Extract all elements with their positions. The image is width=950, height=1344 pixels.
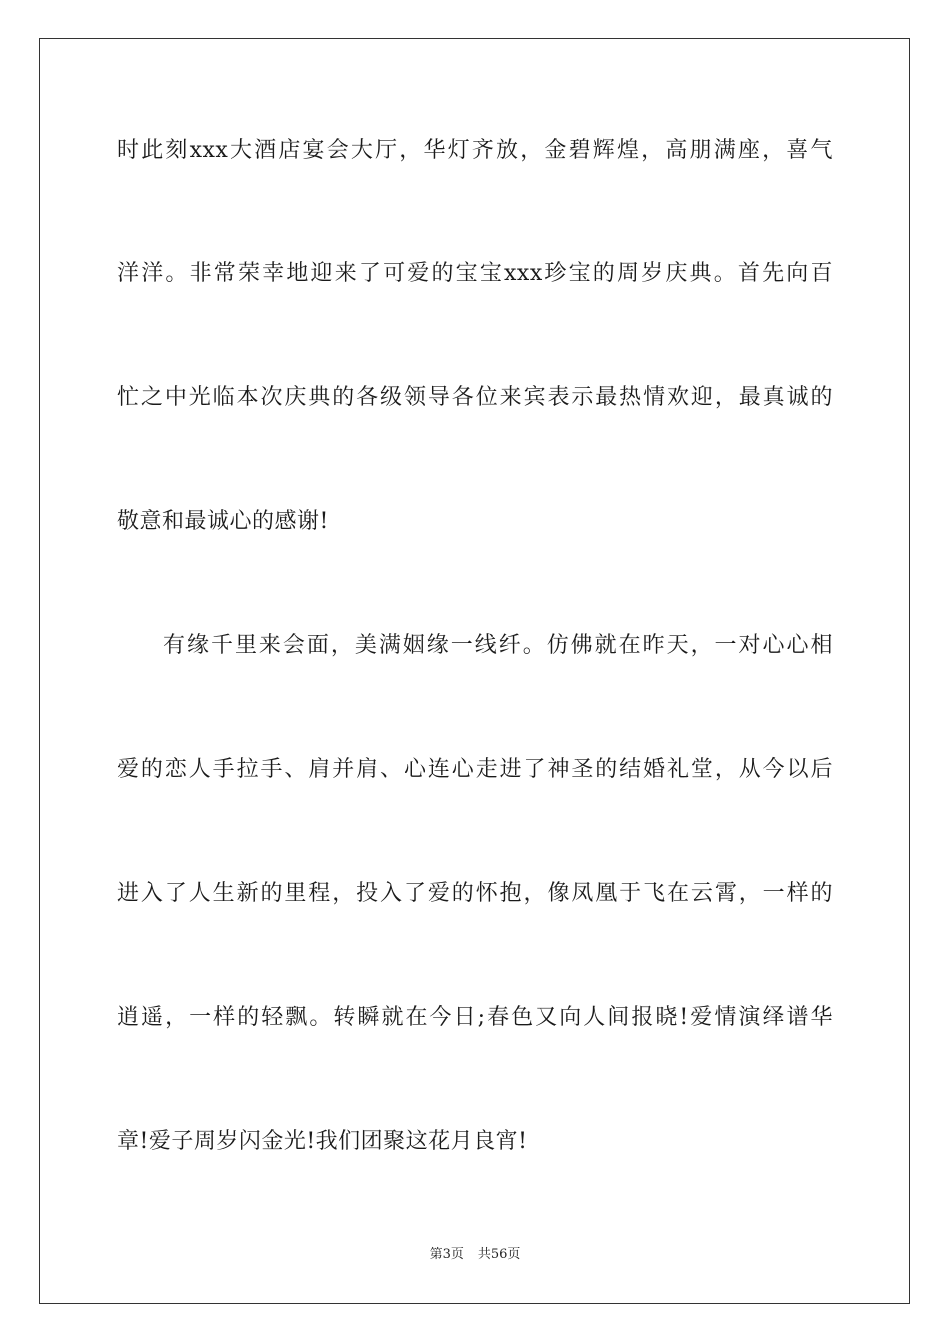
paragraph-line: 逍遥，一样的轻飘。转瞬就在今日;春色又向人间报晓!爱情演绎谱华 [117, 1005, 833, 1030]
paragraph-line: 时此刻xxx大酒店宴会大厅，华灯齐放，金碧辉煌，高朋满座，喜气 [117, 138, 833, 163]
page-number: 第3页 [429, 1247, 464, 1262]
page-footer [0, 1246, 950, 1264]
paragraph-line: 洋洋。非常荣幸地迎来了可爱的宝宝xxx珍宝的周岁庆典。首先向百 [117, 261, 833, 286]
paragraph-line: 有缘千里来会面，美满姻缘一线纤。仿佛就在昨天，一对心心相 [163, 633, 833, 658]
page-total: 共56页 [477, 1247, 521, 1262]
paragraph-line: 爱的恋人手拉手、肩并肩、心连心走进了神圣的结婚礼堂，从今以后 [117, 757, 833, 782]
paragraph-line: 敬意和最诚心的感谢! [117, 509, 329, 534]
page-frame [39, 38, 910, 1304]
paragraph-line: 章!爱子周岁闪金光!我们团聚这花月良宵! [117, 1129, 528, 1154]
paragraph-line: 忙之中光临本次庆典的各级领导各位来宾表示最热情欢迎，最真诚的 [117, 385, 833, 410]
paragraph-line: 进入了人生新的里程，投入了爱的怀抱，像凤凰于飞在云霄，一样的 [117, 881, 833, 906]
